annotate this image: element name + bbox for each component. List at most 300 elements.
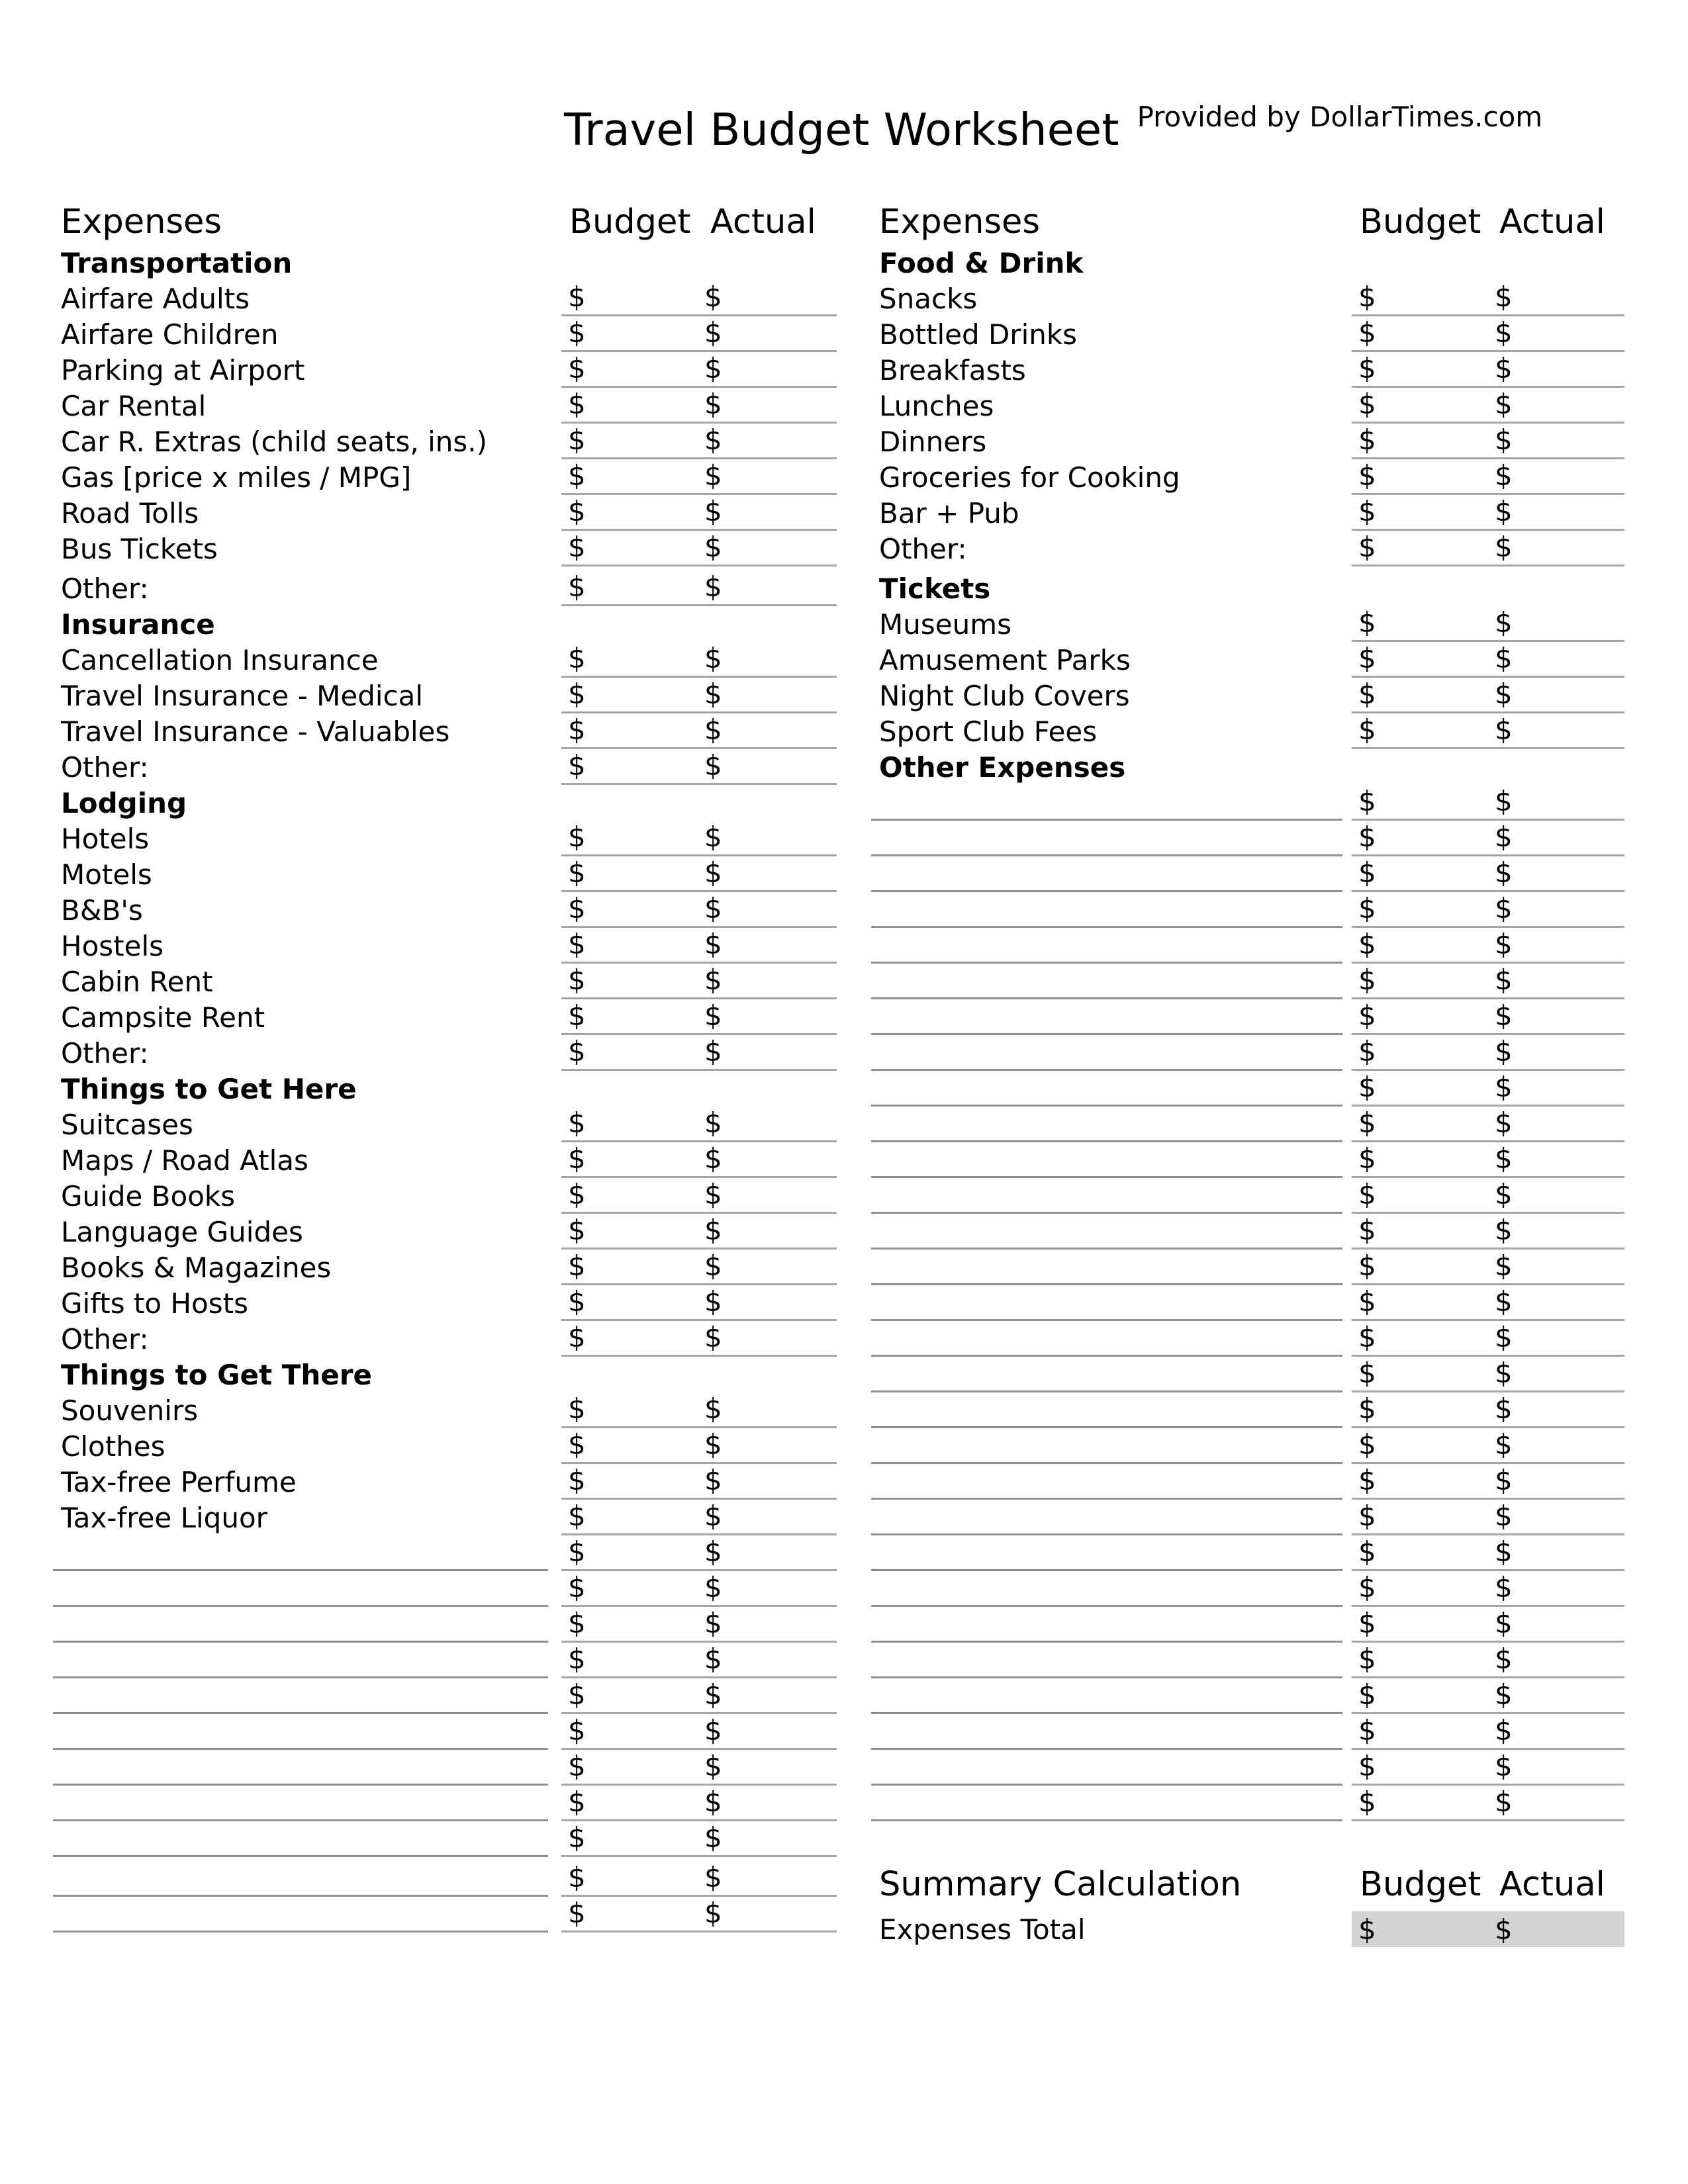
custom-expense-field[interactable] — [871, 962, 1342, 964]
expense-label: Cabin Rent — [61, 966, 213, 998]
currency-symbol: $ — [704, 352, 722, 385]
currency-symbol: $ — [1358, 495, 1376, 527]
expense-row-tax-free-liquor — [53, 1501, 827, 1537]
custom-expense-field[interactable] — [53, 1605, 548, 1607]
budget-field[interactable] — [1352, 1678, 1488, 1714]
budget-field[interactable] — [561, 1535, 698, 1571]
custom-expense-field[interactable] — [871, 819, 1342, 821]
budget-field[interactable] — [1352, 1570, 1488, 1607]
currency-symbol: $ — [1495, 856, 1513, 889]
currency-symbol: $ — [568, 570, 586, 603]
currency-symbol: $ — [704, 1500, 722, 1532]
budget-field[interactable] — [1352, 1749, 1488, 1786]
custom-expense-field[interactable] — [871, 926, 1342, 928]
currency-symbol: $ — [568, 856, 586, 889]
currency-symbol: $ — [1358, 1464, 1376, 1496]
actual-field[interactable] — [1488, 494, 1624, 531]
actual-field[interactable] — [698, 1428, 837, 1464]
expense-row-cancellation-insurance — [53, 643, 827, 679]
budget-field[interactable] — [1352, 1499, 1488, 1535]
budget-field[interactable] — [1352, 1392, 1488, 1428]
actual-field[interactable] — [698, 927, 837, 964]
currency-symbol: $ — [568, 1535, 586, 1568]
budget-field[interactable] — [1352, 1213, 1488, 1250]
budget-field[interactable] — [561, 1749, 698, 1786]
budget-field[interactable] — [561, 963, 698, 999]
budget-field[interactable] — [1352, 280, 1488, 316]
currency-symbol: $ — [704, 892, 722, 925]
blank-expense-row — [871, 858, 1624, 893]
actual-field[interactable] — [698, 570, 837, 606]
actual-field[interactable] — [698, 530, 837, 567]
total-actual-field[interactable] — [1488, 1911, 1624, 1947]
budget-field[interactable] — [561, 677, 698, 713]
actual-field[interactable] — [1488, 963, 1624, 999]
section-heading: Things to Get Here — [61, 1073, 357, 1105]
custom-expense-field[interactable] — [871, 997, 1342, 999]
actual-field[interactable] — [1488, 1356, 1624, 1392]
actual-field[interactable] — [698, 1034, 837, 1071]
custom-expense-field[interactable] — [871, 1676, 1342, 1678]
budget-field[interactable] — [561, 1606, 698, 1643]
actual-field[interactable] — [1488, 1320, 1624, 1357]
actual-field[interactable] — [1488, 927, 1624, 964]
budget-field[interactable] — [1352, 820, 1488, 856]
currency-symbol: $ — [568, 999, 586, 1032]
custom-expense-field[interactable] — [53, 1641, 548, 1643]
budget-field[interactable] — [561, 1428, 698, 1464]
currency-symbol: $ — [704, 316, 722, 349]
actual-field[interactable] — [698, 1285, 837, 1321]
actual-field[interactable] — [698, 459, 837, 495]
actual-field[interactable] — [698, 713, 837, 749]
budget-field[interactable] — [1352, 387, 1488, 424]
actual-field[interactable] — [698, 280, 837, 316]
custom-expense-field[interactable] — [871, 1784, 1342, 1786]
budget-field[interactable] — [561, 1785, 698, 1821]
budget-field[interactable] — [561, 351, 698, 388]
currency-symbol: $ — [704, 1214, 722, 1246]
custom-expense-field[interactable] — [871, 1533, 1342, 1535]
actual-field[interactable] — [698, 1249, 837, 1285]
custom-expense-field[interactable] — [871, 1033, 1342, 1035]
custom-expense-field[interactable] — [53, 1569, 548, 1571]
currency-symbol: $ — [568, 1178, 586, 1210]
actual-field[interactable] — [698, 1499, 837, 1535]
actual-field[interactable] — [698, 1821, 837, 1857]
actual-field[interactable] — [1488, 1678, 1624, 1714]
custom-expense-field[interactable] — [53, 1748, 548, 1750]
expense-label: Dinners — [879, 426, 987, 458]
actual-field[interactable] — [1488, 1713, 1624, 1750]
budget-field[interactable] — [1352, 999, 1488, 1035]
actual-field[interactable] — [698, 677, 837, 713]
budget-field[interactable] — [561, 1249, 698, 1285]
budget-field[interactable] — [1352, 891, 1488, 928]
budget-field[interactable] — [1352, 316, 1488, 352]
currency-symbol: $ — [1358, 316, 1376, 349]
currency-symbol: $ — [704, 1571, 722, 1604]
currency-symbol: $ — [1495, 892, 1513, 925]
actual-field[interactable] — [1488, 1463, 1624, 1500]
currency-symbol: $ — [1358, 1142, 1376, 1175]
currency-symbol: $ — [704, 1428, 722, 1461]
budget-field[interactable] — [1352, 1320, 1488, 1357]
actual-field[interactable] — [1488, 820, 1624, 856]
budget-field[interactable] — [561, 749, 698, 785]
currency-symbol: $ — [568, 1897, 586, 1929]
custom-expense-field[interactable] — [871, 1462, 1342, 1464]
budget-field[interactable] — [561, 1285, 698, 1321]
actual-field[interactable] — [698, 1785, 837, 1821]
budget-field[interactable] — [1352, 641, 1488, 678]
budget-field[interactable] — [1352, 713, 1488, 749]
expense-row-road-tolls — [53, 496, 827, 532]
budget-field[interactable] — [561, 316, 698, 352]
actual-field[interactable] — [698, 891, 837, 928]
budget-field[interactable] — [1352, 1177, 1488, 1214]
budget-field[interactable] — [561, 1463, 698, 1500]
budget-field[interactable] — [561, 641, 698, 678]
expense-label: Car R. Extras (child seats, ins.) — [61, 426, 488, 458]
actual-field[interactable] — [698, 641, 837, 678]
actual-field[interactable] — [698, 749, 837, 785]
actual-field[interactable] — [1488, 387, 1624, 424]
section-transportation — [53, 246, 827, 282]
budget-field[interactable] — [1352, 423, 1488, 459]
budget-field[interactable] — [1352, 963, 1488, 999]
budget-header: Budget — [1360, 203, 1481, 242]
custom-expense-field[interactable] — [871, 1605, 1342, 1607]
actual-field[interactable] — [698, 1860, 837, 1897]
currency-symbol: $ — [1358, 388, 1376, 420]
currency-symbol: $ — [1495, 1107, 1513, 1139]
currency-symbol: $ — [1495, 1678, 1513, 1711]
budget-field[interactable] — [1352, 1249, 1488, 1285]
actual-field[interactable] — [1488, 856, 1624, 892]
budget-field[interactable] — [561, 1320, 698, 1357]
budget-field[interactable] — [1352, 1606, 1488, 1643]
custom-expense-field[interactable] — [871, 1390, 1342, 1392]
budget-field[interactable] — [561, 820, 698, 856]
expense-row-dinners — [871, 425, 1624, 461]
currency-symbol: $ — [1358, 642, 1376, 674]
custom-expense-field[interactable] — [53, 1712, 548, 1714]
actual-field[interactable] — [698, 1142, 837, 1178]
actual-field[interactable] — [698, 820, 837, 856]
currency-symbol: $ — [1358, 1607, 1376, 1639]
actual-field[interactable] — [698, 1177, 837, 1214]
custom-expense-field[interactable] — [53, 1895, 548, 1897]
custom-expense-field[interactable] — [871, 1176, 1342, 1178]
budget-field[interactable] — [1352, 1070, 1488, 1107]
actual-field[interactable] — [1488, 459, 1624, 495]
actual-field[interactable] — [1488, 1177, 1624, 1214]
actual-field[interactable] — [1488, 1570, 1624, 1607]
expense-row-bus-tickets — [53, 532, 827, 568]
budget-field[interactable] — [1352, 530, 1488, 567]
currency-symbol: $ — [704, 1861, 722, 1893]
actual-field[interactable] — [1488, 1785, 1624, 1821]
budget-field[interactable] — [1352, 1535, 1488, 1571]
actual-field[interactable] — [1488, 606, 1624, 642]
currency-symbol: $ — [1358, 1750, 1376, 1782]
actual-field[interactable] — [1488, 1392, 1624, 1428]
blank-expense-row — [871, 1644, 1624, 1680]
currency-symbol: $ — [568, 1750, 586, 1782]
custom-expense-field[interactable] — [53, 1676, 548, 1678]
budget-field[interactable] — [561, 1034, 698, 1071]
custom-expense-field[interactable] — [871, 1355, 1342, 1357]
budget-field[interactable] — [1352, 927, 1488, 964]
budget-field[interactable] — [1352, 494, 1488, 531]
custom-expense-field[interactable] — [53, 1819, 548, 1821]
custom-expense-field[interactable] — [871, 854, 1342, 856]
actual-field[interactable] — [1488, 1249, 1624, 1285]
right-rows — [871, 246, 1624, 1823]
budget-field[interactable] — [1352, 1142, 1488, 1178]
blank-expense-row — [871, 786, 1624, 822]
currency-symbol: $ — [1358, 424, 1376, 456]
actual-field[interactable] — [1488, 999, 1624, 1035]
expense-label: Airfare Children — [61, 318, 279, 351]
blank-expense-row — [53, 1608, 827, 1644]
custom-expense-field[interactable] — [871, 1248, 1342, 1250]
actual-field[interactable] — [698, 1678, 837, 1714]
budget-field[interactable] — [561, 1896, 698, 1933]
expense-label: Clothes — [61, 1430, 165, 1463]
budget-field[interactable] — [1352, 1642, 1488, 1678]
actual-field[interactable] — [698, 494, 837, 531]
actual-field[interactable] — [1488, 530, 1624, 567]
custom-expense-field[interactable] — [871, 1105, 1342, 1107]
actual-field[interactable] — [698, 1320, 837, 1357]
budget-field[interactable] — [1352, 1785, 1488, 1821]
budget-field[interactable] — [561, 570, 698, 606]
custom-expense-field[interactable] — [871, 1426, 1342, 1428]
expense-row-other — [871, 532, 1624, 568]
actual-field[interactable] — [698, 316, 837, 352]
actual-field[interactable] — [1488, 316, 1624, 352]
actual-field[interactable] — [1488, 1034, 1624, 1071]
custom-expense-field[interactable] — [871, 1283, 1342, 1285]
currency-symbol: $ — [568, 1107, 586, 1139]
budget-field[interactable] — [561, 280, 698, 316]
currency-symbol: $ — [1495, 1786, 1513, 1818]
budget-field[interactable] — [1352, 459, 1488, 495]
custom-expense-field[interactable] — [871, 1712, 1342, 1714]
actual-field[interactable] — [1488, 1213, 1624, 1250]
budget-field[interactable] — [561, 1213, 698, 1250]
custom-expense-field[interactable] — [871, 1319, 1342, 1321]
actual-field[interactable] — [1488, 1749, 1624, 1786]
currency-symbol: $ — [568, 749, 586, 782]
budget-field[interactable] — [561, 891, 698, 928]
budget-field[interactable] — [1352, 606, 1488, 642]
budget-field[interactable] — [561, 1642, 698, 1678]
actual-field[interactable] — [698, 1896, 837, 1933]
budget-field[interactable] — [561, 1860, 698, 1897]
budget-field[interactable] — [561, 713, 698, 749]
currency-symbol: $ — [568, 1861, 586, 1893]
budget-field[interactable] — [1352, 856, 1488, 892]
actual-field[interactable] — [1488, 713, 1624, 749]
blank-expense-row — [871, 1072, 1624, 1108]
actual-field[interactable] — [698, 1642, 837, 1678]
budget-field[interactable] — [1352, 1034, 1488, 1071]
budget-field[interactable] — [561, 494, 698, 531]
blank-expense-row — [871, 1001, 1624, 1036]
custom-expense-field[interactable] — [871, 1819, 1342, 1821]
budget-field[interactable] — [1352, 784, 1488, 821]
actual-field[interactable] — [698, 1106, 837, 1142]
actual-field[interactable] — [1488, 1499, 1624, 1535]
expense-label: Airfare Adults — [61, 283, 250, 315]
currency-symbol: $ — [1358, 1071, 1376, 1103]
budget-field[interactable] — [561, 1392, 698, 1428]
expense-row-hotels — [53, 822, 827, 858]
expense-row-cabin-rent — [53, 965, 827, 1001]
currency-symbol: $ — [1495, 1357, 1513, 1389]
currency-symbol: $ — [568, 316, 586, 349]
budget-field[interactable] — [561, 1678, 698, 1714]
budget-field[interactable] — [1352, 1356, 1488, 1392]
actual-field[interactable] — [1488, 677, 1624, 713]
currency-symbol: $ — [568, 1714, 586, 1747]
budget-field[interactable] — [561, 1821, 698, 1857]
currency-symbol: $ — [1358, 281, 1376, 313]
actual-field[interactable] — [698, 1213, 837, 1250]
blank-expense-row — [53, 1898, 827, 1934]
currency-symbol: $ — [568, 1500, 586, 1532]
budget-field[interactable] — [1352, 677, 1488, 713]
actual-field[interactable] — [1488, 641, 1624, 678]
budget-field[interactable] — [561, 387, 698, 424]
expense-row-gifts-to-hosts — [53, 1287, 827, 1322]
expense-row-campsite-rent — [53, 1001, 827, 1036]
custom-expense-field[interactable] — [871, 1212, 1342, 1214]
budget-field[interactable] — [1352, 1285, 1488, 1321]
currency-symbol: $ — [1495, 1321, 1513, 1353]
expense-label: Parking at Airport — [61, 354, 305, 387]
currency-symbol: $ — [1495, 1464, 1513, 1496]
currency-symbol: $ — [704, 1142, 722, 1175]
blank-expense-row — [53, 1823, 827, 1858]
actual-field[interactable] — [1488, 1535, 1624, 1571]
budget-field[interactable] — [561, 1142, 698, 1178]
budget-field[interactable] — [561, 530, 698, 567]
actual-field[interactable] — [698, 1606, 837, 1643]
budget-field[interactable] — [561, 856, 698, 892]
actual-field[interactable] — [698, 963, 837, 999]
expense-row-car-rental — [53, 389, 827, 425]
expense-label: Bottled Drinks — [879, 318, 1078, 351]
blank-expense-row — [871, 1537, 1624, 1572]
custom-expense-field[interactable] — [53, 1784, 548, 1786]
currency-symbol: $ — [568, 1428, 586, 1461]
actual-field[interactable] — [1488, 1428, 1624, 1464]
actual-field[interactable] — [1488, 1285, 1624, 1321]
budget-field[interactable] — [561, 1713, 698, 1750]
currency-symbol: $ — [568, 1392, 586, 1425]
budget-field[interactable] — [1352, 351, 1488, 388]
currency-symbol: $ — [568, 1607, 586, 1639]
budget-field[interactable] — [561, 1499, 698, 1535]
custom-expense-field[interactable] — [53, 1855, 548, 1857]
custom-expense-field[interactable] — [871, 1140, 1342, 1142]
budget-field[interactable] — [561, 1570, 698, 1607]
currency-symbol: $ — [1358, 785, 1376, 817]
actual-field[interactable] — [1488, 351, 1624, 388]
expense-row-museums — [871, 608, 1624, 643]
actual-field[interactable] — [698, 351, 837, 388]
currency-symbol: $ — [1495, 606, 1513, 639]
budget-field[interactable] — [561, 1106, 698, 1142]
actual-field[interactable] — [1488, 1642, 1624, 1678]
actual-field[interactable] — [1488, 1106, 1624, 1142]
actual-field[interactable] — [698, 1392, 837, 1428]
custom-expense-field[interactable] — [871, 1748, 1342, 1750]
custom-expense-field[interactable] — [871, 890, 1342, 892]
actual-field[interactable] — [698, 856, 837, 892]
blank-expense-row — [871, 1358, 1624, 1394]
budget-field[interactable] — [561, 423, 698, 459]
actual-field[interactable] — [1488, 891, 1624, 928]
currency-symbol: $ — [1358, 1321, 1376, 1353]
currency-symbol: $ — [704, 1821, 722, 1854]
budget-field[interactable] — [561, 1177, 698, 1214]
custom-expense-field[interactable] — [871, 1498, 1342, 1500]
custom-expense-field[interactable] — [871, 1069, 1342, 1071]
expense-label: Travel Insurance - Medical — [61, 680, 424, 712]
expense-row-tax-free-perfume — [53, 1465, 827, 1501]
actual-field[interactable] — [1488, 1070, 1624, 1107]
actual-field[interactable] — [1488, 423, 1624, 459]
actual-field[interactable] — [1488, 784, 1624, 821]
expense-label: Books & Magazines — [61, 1251, 332, 1284]
custom-expense-field[interactable] — [53, 1931, 548, 1933]
budget-field[interactable] — [1352, 1463, 1488, 1500]
total-budget-field[interactable] — [1352, 1911, 1488, 1947]
actual-field[interactable] — [698, 1463, 837, 1500]
currency-symbol: $ — [1358, 1428, 1376, 1461]
expense-label: Suitcases — [61, 1109, 193, 1141]
actual-field[interactable] — [1488, 1606, 1624, 1643]
actual-field[interactable] — [1488, 280, 1624, 316]
currency-symbol: $ — [1495, 642, 1513, 674]
actual-field[interactable] — [698, 999, 837, 1035]
actual-field[interactable] — [698, 1749, 837, 1786]
actual-field[interactable] — [698, 423, 837, 459]
actual-field[interactable] — [698, 387, 837, 424]
actual-field[interactable] — [698, 1535, 837, 1571]
custom-expense-field[interactable] — [871, 1569, 1342, 1571]
actual-field[interactable] — [1488, 1142, 1624, 1178]
budget-field[interactable] — [1352, 1713, 1488, 1750]
budget-field[interactable] — [561, 459, 698, 495]
budget-field[interactable] — [1352, 1428, 1488, 1464]
currency-symbol: $ — [568, 1678, 586, 1711]
actual-field[interactable] — [698, 1570, 837, 1607]
custom-expense-field[interactable] — [871, 1641, 1342, 1643]
actual-field[interactable] — [698, 1713, 837, 1750]
budget-field[interactable] — [561, 927, 698, 964]
budget-field[interactable] — [1352, 1106, 1488, 1142]
currency-symbol: $ — [568, 495, 586, 527]
expense-label: Lunches — [879, 390, 994, 422]
budget-field[interactable] — [561, 999, 698, 1035]
summary-header — [871, 1861, 1624, 1909]
